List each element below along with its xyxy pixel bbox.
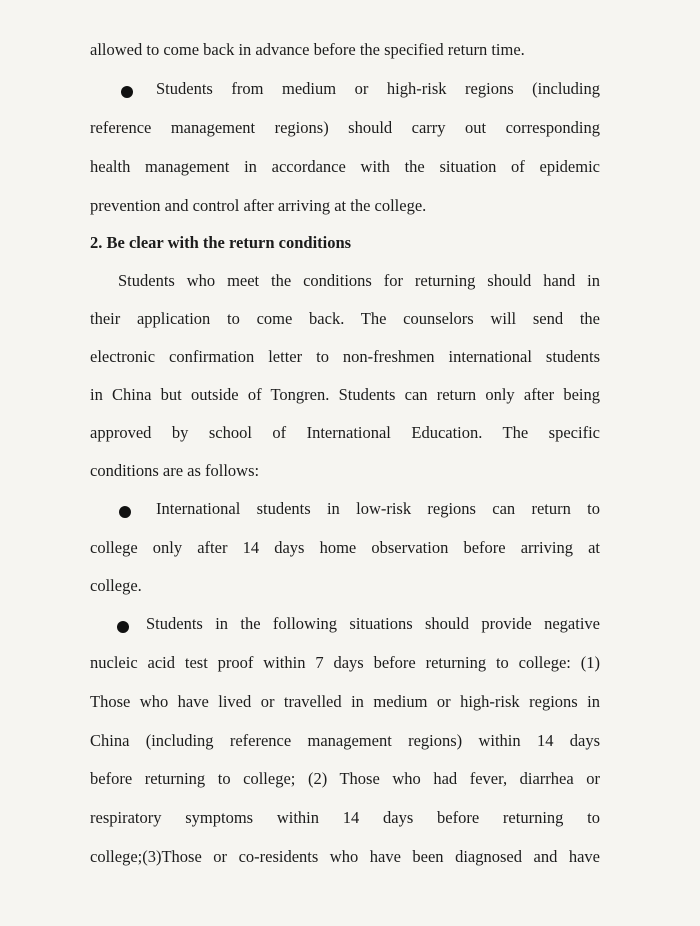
paragraph-first-line: Students who meet the conditions for returning should hand in [118,271,600,290]
text-line: conditions are as follows: [90,461,260,480]
text-line: nucleic acid test proof within 7 days before returning to college: (1) [90,653,600,672]
section-heading: 2. Be clear with the return conditions [90,233,352,252]
text-line: Those who have lived or travelled in medium or high-risk regions in [90,692,600,711]
text-line: reference management regions) should carry out corresponding [90,118,600,137]
text-line: before returning to college; (2) Those who had fever, diarrhea or [90,769,600,788]
text-line: their application to come back. The counselors will send the [90,309,600,328]
bullet-icon [121,86,133,98]
text-line: approved by school of International Education. The specific [90,423,600,442]
bullet-icon [117,621,129,633]
bullet-line: Students in the following situations should provide negative [146,614,600,633]
text-line: China (including reference management regions) within 14 days [90,731,600,750]
text-line: health management in accordance with the situation of epidemic [90,157,600,176]
text-line: in China but outside of Tongren. Students can return only after being [90,385,600,404]
bullet-line: Students from medium or high-risk regions (including [156,79,600,98]
text-line: college;(3)Those or co-residents who have been diagnosed and have [90,847,600,866]
bullet-icon [119,506,131,518]
bullet-line: International students in low-risk regions can return to [156,499,600,518]
text-line: college only after 14 days home observation before arriving at [90,538,600,557]
text-line: college. [90,576,142,595]
text-line: allowed to come back in advance before the specified return time. [90,40,525,59]
text-line: prevention and control after arriving at the college. [90,196,427,215]
text-line: respiratory symptoms within 14 days before returning to [90,808,600,827]
text-line: electronic confirmation letter to non-freshmen international students [90,347,600,366]
